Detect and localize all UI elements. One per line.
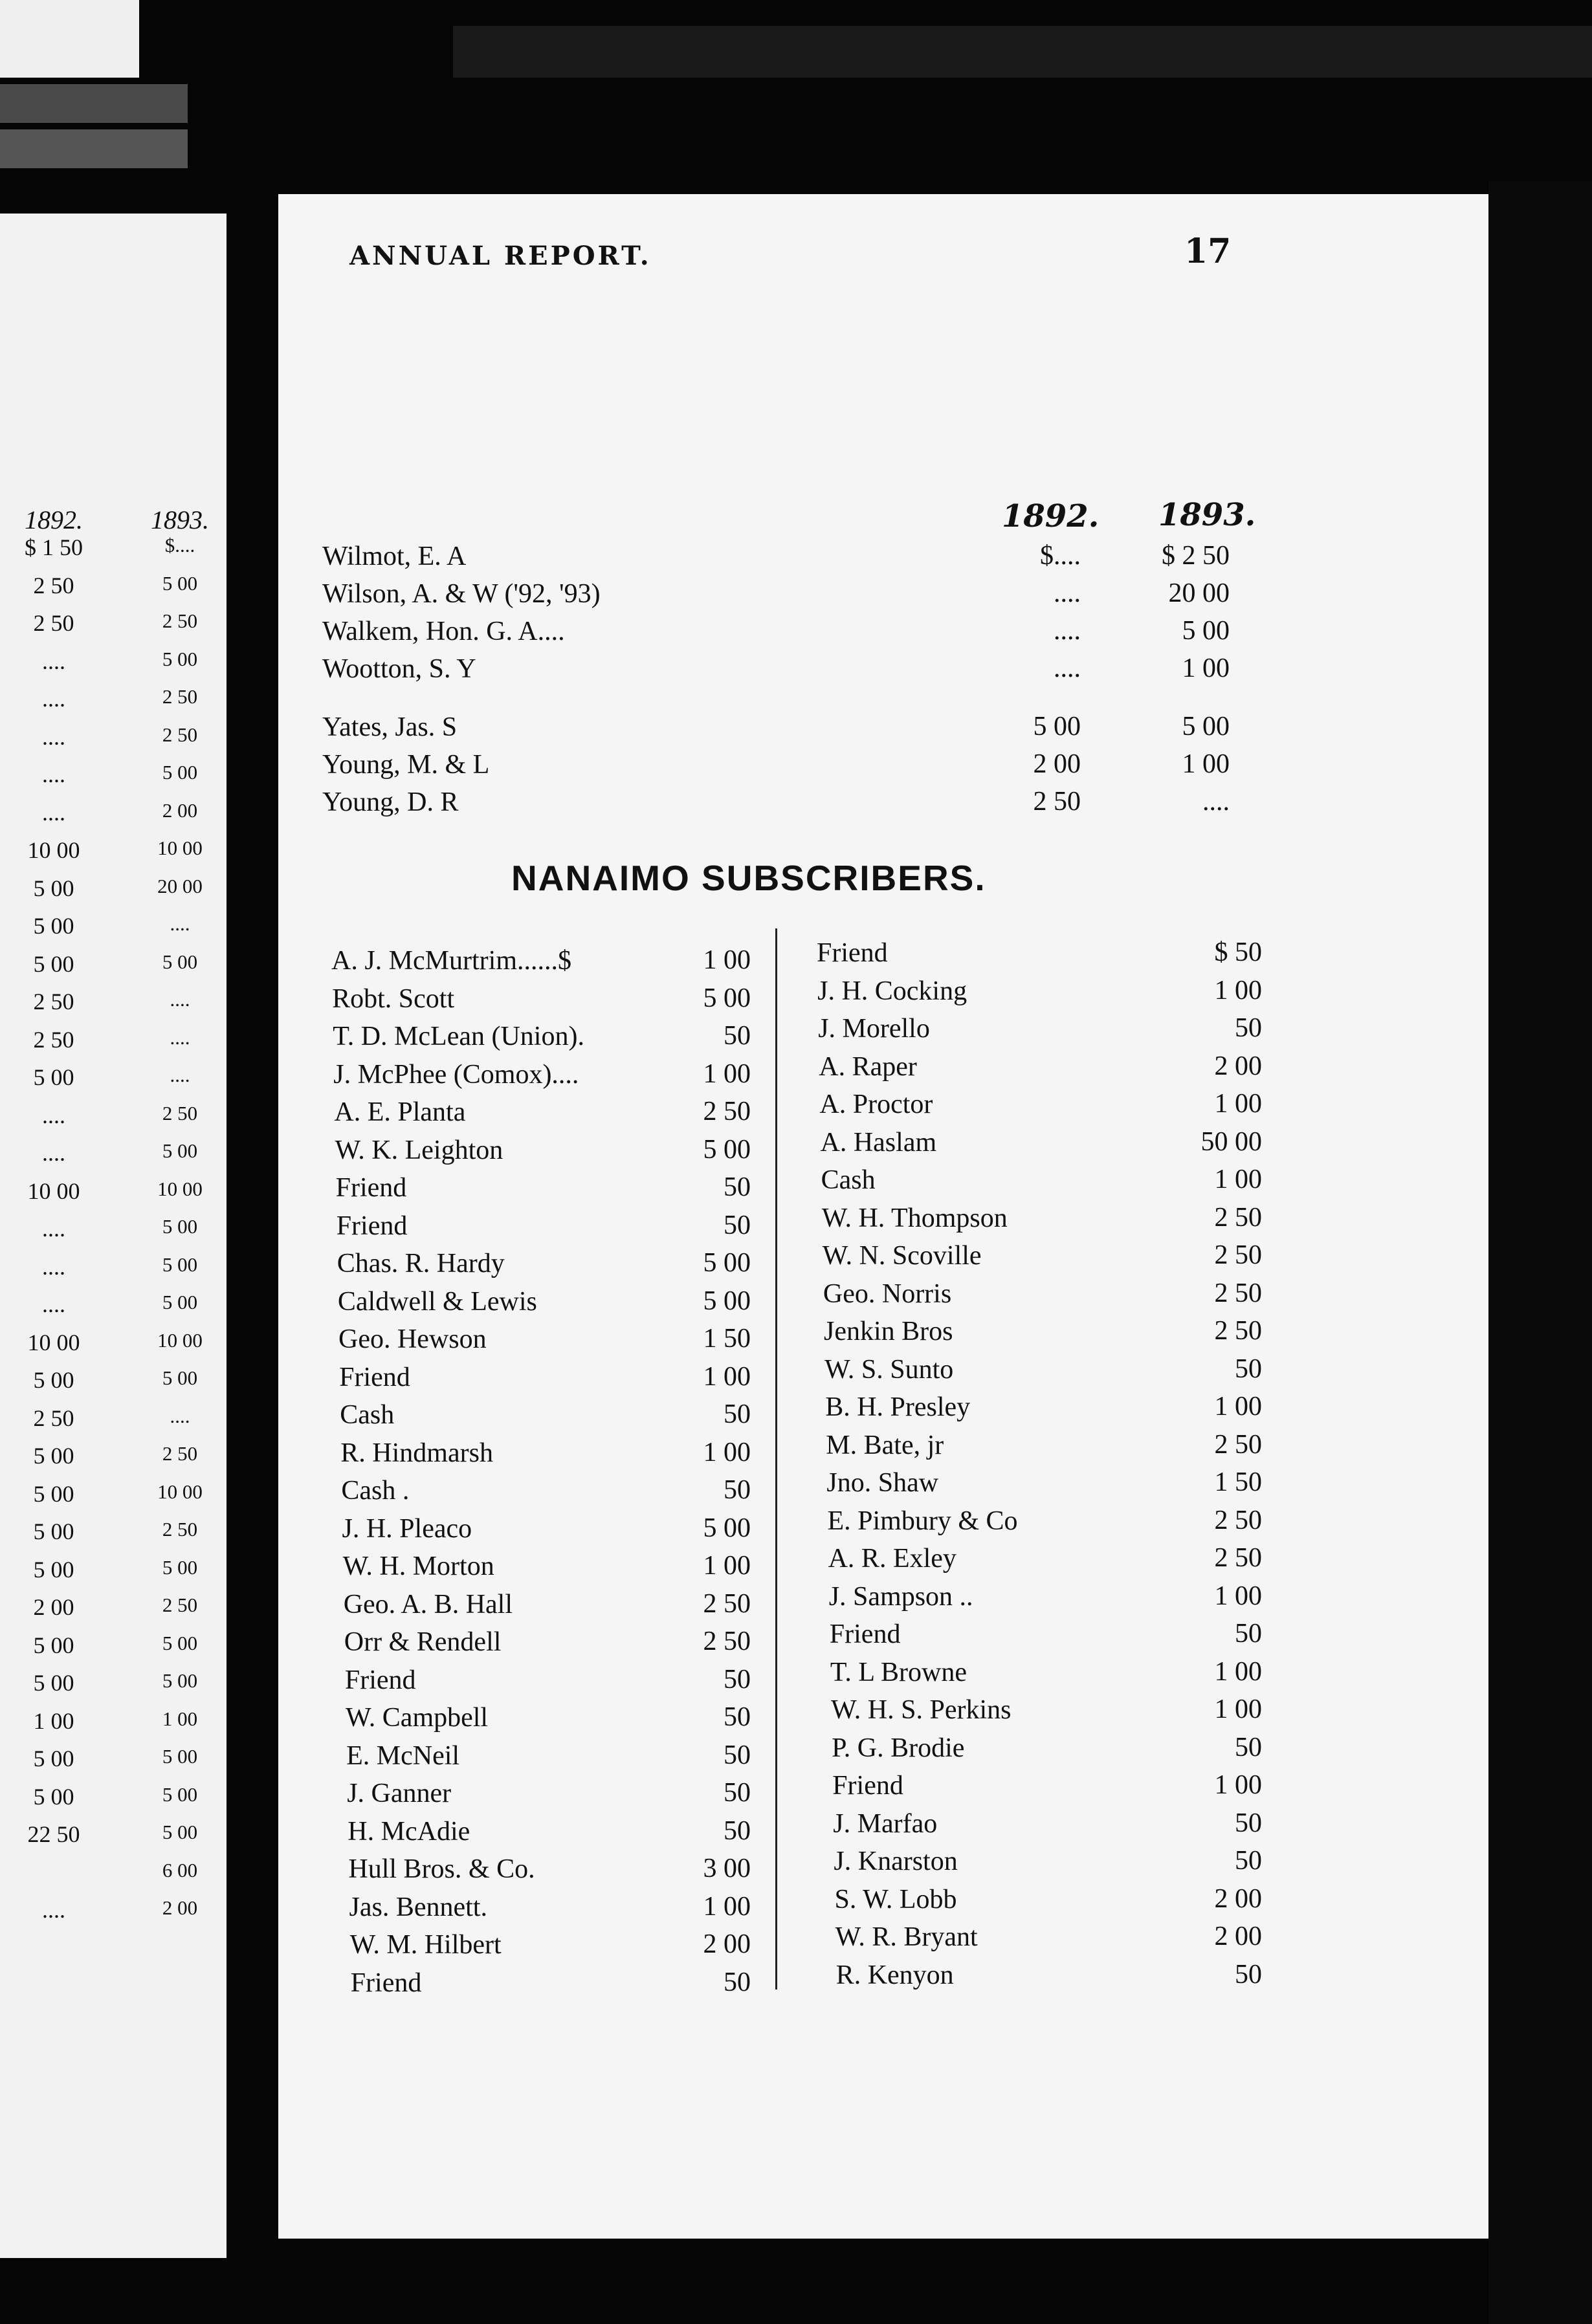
- left-page-amount-1893: 5 00: [162, 1253, 198, 1276]
- entry-amount-1892: ....: [1054, 616, 1081, 646]
- subscriber-name: Hull Bros. & Co.: [348, 1854, 535, 1884]
- entry-name: Walkem, Hon. G. A....: [322, 617, 565, 646]
- left-page-amount-1892: 5 00: [33, 1064, 74, 1090]
- entry-amount-1892: 2 50: [1033, 787, 1081, 817]
- left-page-amount-1893: 5 00: [162, 647, 198, 670]
- subscriber-name: Friend: [339, 1362, 410, 1392]
- subscriber-amount: 2 50: [1214, 1316, 1262, 1346]
- section-title: NANAIMO SUBSCRIBERS.: [511, 858, 986, 898]
- subscriber-amount: 1 00: [1214, 1581, 1262, 1611]
- book-edge-top: [453, 26, 1592, 78]
- left-page-amount-1893: 2 50: [162, 723, 198, 746]
- left-page-amount-1892: 5 00: [33, 875, 74, 901]
- subscriber-name: R. Hindmarsh: [340, 1438, 493, 1468]
- subscriber-name: Robt. Scott: [332, 983, 455, 1014]
- left-page-amount-1893: 5 00: [162, 1745, 198, 1768]
- subscriber-amount: 1 00: [1214, 1392, 1262, 1421]
- left-page-amount-1893: 5 00: [162, 1782, 198, 1806]
- subscriber-name: Friend: [335, 1173, 407, 1203]
- subscriber-amount: 1 00: [703, 1551, 751, 1581]
- left-page-amount-1892: 5 00: [33, 1518, 74, 1544]
- left-page-amount-1892: ....: [42, 1291, 65, 1317]
- subscriber-name: Caldwell & Lewis: [337, 1286, 537, 1317]
- subscriber-name: Jno. Shaw: [826, 1468, 939, 1498]
- subscriber-name: Jas. Bennett.: [349, 1892, 487, 1922]
- left-page-amount-1893: 2 00: [162, 798, 198, 822]
- left-page-amount-1893: 10 00: [157, 1480, 203, 1503]
- subscriber-name: E. McNeil: [346, 1740, 460, 1771]
- left-page-amount-1892: 2 50: [33, 989, 74, 1014]
- subscriber-name: Geo. A. B. Hall: [343, 1589, 513, 1619]
- entry-amount-1893: $ 2 50: [1162, 541, 1230, 571]
- left-page-amount-1893: 5 00: [162, 1139, 198, 1162]
- left-page-amount-1892: $ 1 50: [25, 534, 83, 560]
- subscriber-amount: $ 50: [1214, 937, 1262, 967]
- left-page-amount-1893: ....: [170, 988, 190, 1011]
- left-page-amount-1892: ....: [42, 1216, 65, 1242]
- subscriber-amount: 1 00: [703, 1058, 751, 1089]
- entry-amount-1892: ....: [1054, 653, 1081, 683]
- subscriber-name: Chas. R. Hardy: [337, 1249, 505, 1278]
- entry-amount-1892: ....: [1054, 578, 1081, 608]
- left-page-amount-1892: 5 00: [33, 1632, 74, 1658]
- subscriber-amount: 50 00: [1200, 1126, 1262, 1157]
- left-page-amount-1893: ....: [170, 1025, 190, 1049]
- subscriber-amount: 50: [1235, 1013, 1262, 1043]
- entry-amount-1892: 5 00: [1033, 712, 1081, 741]
- entry-amount-1893: 1 00: [1182, 653, 1230, 683]
- subscriber-amount: 1 00: [1214, 1656, 1262, 1687]
- subscriber-amount: 5 00: [703, 1513, 751, 1543]
- left-page-amount-1892: 5 00: [33, 1367, 74, 1393]
- subscriber-amount: 50: [1235, 1846, 1262, 1876]
- left-page-amount-1892: 2 50: [33, 572, 74, 598]
- subscriber-name: J. H. Pleaco: [342, 1513, 472, 1544]
- subscriber-name: T. D. McLean (Union).: [333, 1022, 584, 1051]
- subscriber-name: T. L Browne: [830, 1657, 967, 1687]
- subscriber-amount: 50: [724, 1740, 751, 1770]
- subscriber-name: Jenkin Bros: [824, 1317, 953, 1346]
- left-page-amount-1892: 5 00: [33, 913, 74, 939]
- year-header-1893: 1893.: [1158, 497, 1256, 533]
- left-page-amount-1893: 5 00: [162, 1215, 198, 1238]
- subscriber-name: R. Kenyon: [835, 1960, 954, 1990]
- left-page-amount-1892: 2 50: [33, 1405, 74, 1431]
- left-page-amount-1893: 2 50: [162, 609, 198, 632]
- left-page-year-1893: 1893.: [151, 505, 209, 534]
- subscriber-amount: 1 00: [1214, 1165, 1262, 1194]
- left-page-amount-1893: 20 00: [157, 874, 203, 897]
- left-page-amount-1893: 1 00: [162, 1707, 198, 1730]
- subscriber-amount: 2 50: [1214, 1543, 1262, 1573]
- subscriber-amount: 3 00: [703, 1854, 751, 1883]
- left-page-amount-1893: 10 00: [157, 1328, 203, 1352]
- subscriber-amount: 2 00: [1214, 1883, 1262, 1914]
- left-page-amount-1892: 1 00: [33, 1707, 74, 1734]
- subscriber-amount: 50: [724, 1172, 751, 1202]
- left-page-year-1892: 1892.: [25, 505, 83, 534]
- subscriber-name: J. Marfao: [833, 1808, 938, 1839]
- left-page-amount-1893: ....: [170, 912, 190, 935]
- left-page-amount-1892: 5 00: [33, 1746, 74, 1771]
- left-page-amount-1892: 10 00: [27, 837, 80, 863]
- subscriber-name: W. R. Bryant: [835, 1922, 978, 1952]
- subscriber-name: J. Ganner: [347, 1779, 452, 1808]
- subscriber-amount: 50: [724, 1815, 751, 1846]
- subscriber-name: Cash .: [341, 1476, 410, 1506]
- subscriber-name: W. Campbell: [346, 1703, 489, 1733]
- left-page-amount-1892: ....: [42, 723, 65, 750]
- left-page-amount-1893: 5 00: [162, 1821, 198, 1843]
- subscriber-amount: 1 50: [1214, 1467, 1262, 1497]
- subscriber-name: W. H. Thompson: [821, 1203, 1008, 1233]
- subscriber-name: W. S. Sunto: [824, 1354, 954, 1385]
- subscriber-name: B. H. Presley: [825, 1392, 971, 1422]
- subscriber-amount: 50: [1235, 1354, 1262, 1384]
- subscriber-name: A. J. McMurtrim......$: [331, 946, 571, 976]
- subscriber-amount: 1 50: [703, 1324, 751, 1354]
- entry-name: Yates, Jas. S: [322, 712, 458, 742]
- subscriber-name: Cash: [340, 1400, 395, 1430]
- left-page-amount-1893: 5 00: [162, 1366, 198, 1389]
- subscriber-name: A. E. Planta: [334, 1097, 466, 1127]
- subscriber-name: M. Bate, jr: [826, 1430, 944, 1460]
- left-page-amount-1892: 5 00: [33, 1480, 74, 1507]
- left-page-amount-1892: ....: [42, 648, 65, 674]
- left-page-amount-1893: 5 00: [162, 1631, 198, 1654]
- subscriber-amount: 5 00: [703, 983, 751, 1013]
- left-page-amount-1892: 2 50: [33, 610, 74, 636]
- entry-name: Wootton, S. Y: [322, 654, 476, 684]
- entry-amount-1893: 5 00: [1182, 616, 1230, 646]
- subscriber-amount: 2 00: [1214, 1922, 1262, 1951]
- subscriber-name: J. Knarston: [834, 1847, 958, 1876]
- subscriber-name: Friend: [817, 938, 888, 968]
- left-page-amount-1892: 5 00: [33, 950, 74, 977]
- left-page-amount-1893: 6 00: [162, 1858, 198, 1881]
- subscriber-amount: 2 50: [1214, 1278, 1262, 1308]
- subscriber-amount: 2 50: [703, 1097, 751, 1126]
- left-page-amount-1892: ....: [42, 1102, 65, 1128]
- entry-amount-1892: 2 00: [1033, 749, 1081, 779]
- subscriber-amount: 2 50: [1214, 1240, 1262, 1270]
- left-page-amount-1892: 2 50: [33, 1026, 74, 1053]
- subscriber-name: J. Morello: [818, 1014, 930, 1044]
- entry-name: Young, M. & L: [322, 750, 490, 780]
- subscriber-amount: 2 50: [1214, 1202, 1262, 1233]
- subscriber-amount: 50: [724, 1664, 751, 1694]
- subscriber-amount: 2 00: [703, 1929, 751, 1959]
- subscriber-name: W. H. S. Perkins: [831, 1695, 1012, 1725]
- subscriber-amount: 50: [724, 1702, 751, 1732]
- subscriber-amount: 50: [724, 1399, 751, 1429]
- subscriber-amount: 5 00: [703, 1248, 751, 1278]
- entry-name: Wilson, A. & W ('92, '93): [322, 579, 601, 609]
- book-edge-strip: [0, 129, 188, 168]
- running-head: ANNUAL REPORT.: [349, 241, 652, 271]
- left-page-amount-1893: $....: [164, 534, 195, 556]
- subscriber-amount: 2 50: [1214, 1429, 1262, 1460]
- subscriber-amount: 50: [1235, 1619, 1262, 1649]
- entry-amount-1893: ....: [1202, 787, 1230, 817]
- left-page-amount-1892: 5 00: [33, 1670, 74, 1696]
- left-page-amount-1893: 5 00: [162, 1555, 198, 1579]
- subscriber-name: Friend: [336, 1211, 408, 1241]
- left-page-amount-1893: 10 00: [157, 1177, 203, 1200]
- subscriber-amount: 50: [724, 1475, 751, 1505]
- subscriber-name: Geo. Norris: [823, 1278, 952, 1309]
- left-page-amount-1892: 5 00: [33, 1783, 74, 1810]
- left-page-amount-1892: ....: [42, 686, 65, 712]
- subscriber-name: W. H. Morton: [342, 1551, 494, 1581]
- left-page-amount-1892: 10 00: [27, 1178, 80, 1204]
- subscriber-amount: 1 00: [1214, 1770, 1262, 1800]
- subscriber-name: Orr & Rendell: [344, 1627, 502, 1657]
- subscriber-amount: 1 00: [1214, 1694, 1262, 1724]
- subscriber-name: Friend: [829, 1619, 901, 1649]
- subscriber-name: W. K. Leighton: [335, 1135, 503, 1165]
- subscriber-amount: 1 00: [1214, 1089, 1262, 1119]
- book-edge-right: [1488, 181, 1592, 2324]
- subscriber-amount: 50: [1235, 1808, 1262, 1838]
- subscriber-name: S. W. Lobb: [834, 1884, 957, 1914]
- subscriber-name: A. Raper: [819, 1051, 917, 1082]
- left-page-amount-1892: ....: [42, 1140, 65, 1166]
- subscriber-amount: 2 00: [1214, 1051, 1262, 1081]
- left-page-amount-1893: 2 50: [162, 685, 198, 708]
- subscriber-name: A. R. Exley: [828, 1544, 956, 1573]
- subscriber-name: J. McPhee (Comox)....: [333, 1059, 579, 1090]
- left-page-amount-1892: ....: [42, 799, 65, 826]
- subscriber-amount: 2 50: [703, 1588, 751, 1619]
- subscriber-name: W. N. Scoville: [822, 1241, 982, 1271]
- entry-amount-1893: 5 00: [1182, 712, 1230, 741]
- subscriber-amount: 50: [724, 1021, 751, 1051]
- book-edge-strip: [0, 84, 188, 123]
- left-page-amount-1893: 2 50: [162, 1101, 198, 1124]
- year-header-1892: 1892.: [1002, 498, 1100, 534]
- left-page-amount-1892: ....: [42, 762, 65, 787]
- subscriber-amount: 1 00: [1214, 975, 1262, 1005]
- left-page-amount-1893: 5 00: [162, 950, 198, 973]
- left-page-amount-1893: 5 00: [162, 1291, 198, 1313]
- subscriber-name: Geo. Hewson: [338, 1324, 487, 1354]
- subscriber-name: J. H. Cocking: [817, 976, 967, 1006]
- subscriber-amount: 2 50: [1214, 1505, 1262, 1535]
- entry-amount-1892: $....: [1040, 541, 1081, 571]
- subscriber-name: A. Haslam: [820, 1127, 937, 1157]
- left-page-amount-1892: 5 00: [33, 1443, 74, 1469]
- subscriber-amount: 5 00: [703, 1286, 751, 1316]
- subscriber-name: P. G. Brodie: [832, 1733, 965, 1763]
- subscriber-name: J. Sampson ..: [828, 1581, 973, 1612]
- subscriber-amount: 50: [1235, 1959, 1262, 1990]
- subscriber-amount: 50: [724, 1210, 751, 1240]
- subscriber-name: W. M. Hilbert: [349, 1930, 502, 1960]
- subscriber-name: Friend: [350, 1968, 422, 1998]
- subscriber-amount: 1 00: [703, 1437, 751, 1467]
- column-divider: [775, 928, 777, 1990]
- subscriber-amount: 50: [724, 1778, 751, 1808]
- subscriber-amount: 2 50: [703, 1627, 751, 1656]
- left-page-amount-1893: 5 00: [162, 1669, 198, 1692]
- left-page-amount-1892: ....: [42, 1253, 65, 1280]
- subscriber-amount: 50: [1235, 1732, 1262, 1762]
- subscriber-name: H. McAdie: [348, 1816, 470, 1847]
- left-page-amount-1892: 10 00: [27, 1329, 80, 1355]
- left-page-amount-1893: 2 00: [162, 1896, 198, 1919]
- subscriber-amount: 50: [724, 1967, 751, 1997]
- entry-name: Wilmot, E. A: [322, 542, 467, 571]
- subscriber-amount: 1 00: [703, 1361, 751, 1392]
- left-page-amount-1893: ....: [170, 1064, 190, 1086]
- subscriber-name: A. Proctor: [819, 1090, 933, 1119]
- entry-amount-1893: 1 00: [1182, 749, 1230, 779]
- left-page-amount-1893: 10 00: [157, 837, 203, 859]
- left-page-amount-1892: 22 50: [27, 1821, 80, 1847]
- entry-name: Young, D. R: [322, 787, 459, 817]
- left-page-amount-1893: 2 50: [162, 1594, 198, 1616]
- left-page-partial: [0, 214, 227, 2258]
- left-page-amount-1893: 2 50: [162, 1442, 198, 1465]
- left-page-amount-1892: ....: [42, 1897, 65, 1923]
- left-page-amount-1893: 5 00: [162, 571, 198, 595]
- left-page-amount-1893: ....: [170, 1404, 190, 1427]
- subscriber-name: Friend: [832, 1771, 903, 1801]
- left-page-amount-1892: 5 00: [33, 1556, 74, 1583]
- subscriber-name: Cash: [821, 1165, 876, 1195]
- entry-amount-1893: 20 00: [1168, 578, 1230, 608]
- subscriber-name: E. Pimbury & Co: [827, 1506, 1018, 1536]
- left-page-amount-1892: 2 00: [33, 1594, 74, 1620]
- subscriber-amount: 1 00: [703, 945, 751, 975]
- subscriber-amount: 1 00: [703, 1891, 751, 1922]
- subscriber-amount: 5 00: [703, 1134, 751, 1165]
- page-number: 17: [1184, 232, 1232, 271]
- left-page-amount-1893: 2 50: [162, 1518, 198, 1540]
- left-page-amount-1893: 5 00: [162, 761, 198, 784]
- page-edge-tab: [0, 0, 139, 78]
- subscriber-name: Friend: [344, 1665, 416, 1695]
